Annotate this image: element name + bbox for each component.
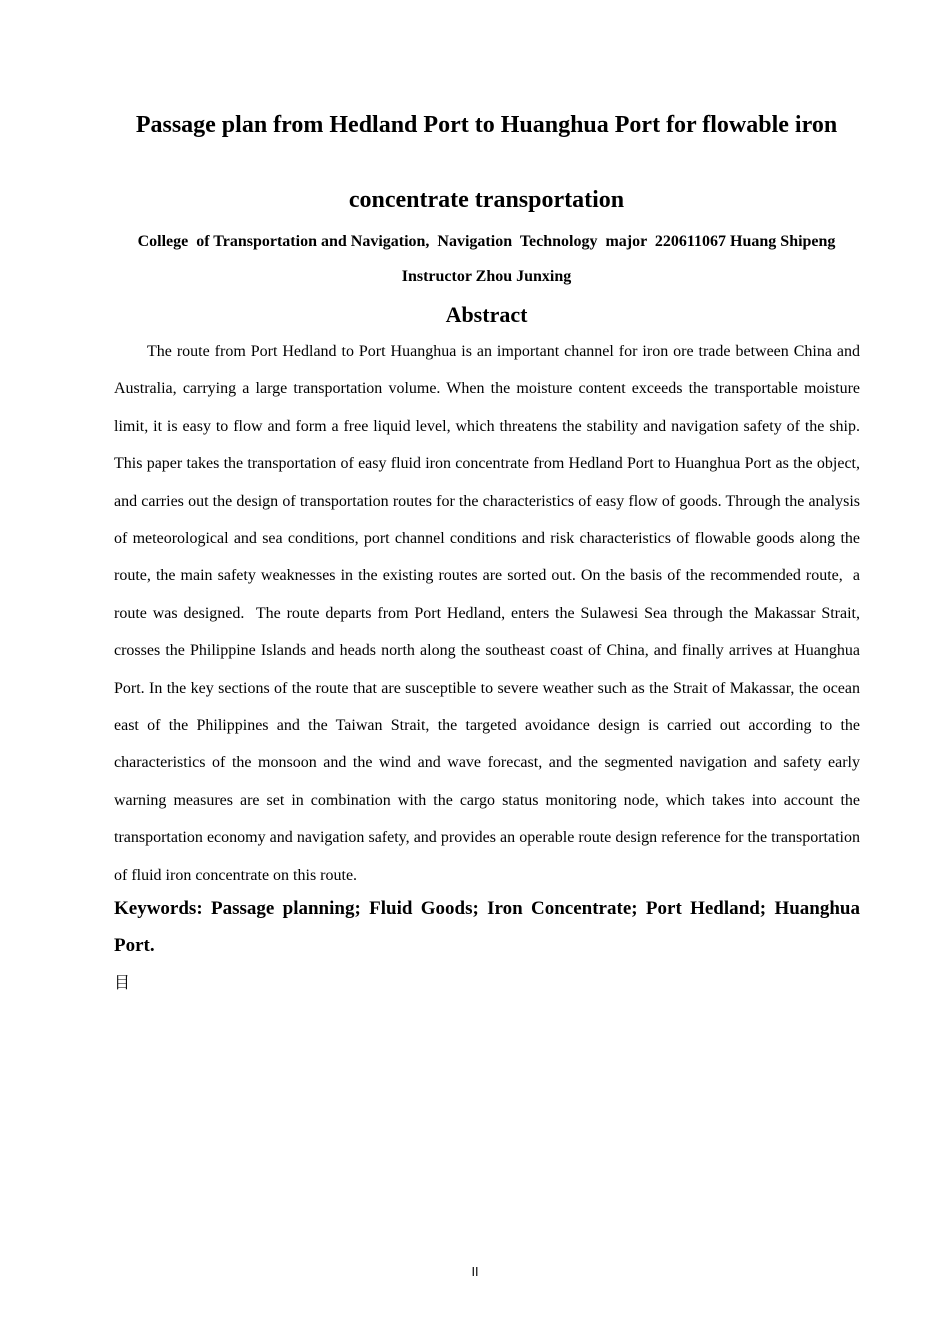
author-line: College of Transportation and Navigation, Navigation Technology major 220611067 Huang Shipeng: [137, 233, 836, 250]
document-title: Passage plan from Hedland Port to Huanghua Port for flowable iron concentrate transportation: [135, 112, 838, 213]
keywords: Keywords: Passage planning; Fluid Goods; Iron Concentrate; Port Hedland; Huanghua Port.: [114, 898, 860, 956]
table-of-contents-mark: 目: [114, 973, 131, 992]
instructor-line: Instructor Zhou Junxing: [401, 268, 572, 285]
page-number: II: [471, 1265, 479, 1279]
abstract-body: The route from Port Hedland to Port Huanghua is an important channel for iron ore trade between China and Australia, carrying a large transportation volume. When the moisture content exceeds the transportable moisture limit, it is easy to flow and form a free liquid level, which threatens the stability and navigation safety of the ship. This paper takes the transportation of easy fluid iron concentrate from Hedland Port to Huanghua Port as the object, and carries out the design of transportation routes for the characteristics of easy flow of goods. Through the analysis of meteorological and sea conditions, port channel conditions and risk characteristics of flowable goods along the route, the main safety weaknesses in the existing routes are sorted out. On the basis of the recommended route, a route was designed. The route departs from Port Hedland, enters the Sulawesi Sea through the Makassar Strait, crosses the Philippine Islands and heads north along the southeast coast of China, and finally arrives at Huanghua Port. In the key sections of the route that are susceptible to severe weather such as the Strait of Makassar, the ocean east of the Philippines and the Taiwan Strait, the targeted avoidance design is carried out according to the characteristics of the monsoon and the wind and wave forecast, and the segmented navigation and safety early warning measures are set in combination with the cargo status monitoring node, which takes into account the transportation economy and navigation safety, and provides an operable route design reference for the transportation of fluid iron concentrate on this route.: [114, 343, 868, 884]
abstract-heading: Abstract: [445, 302, 528, 327]
